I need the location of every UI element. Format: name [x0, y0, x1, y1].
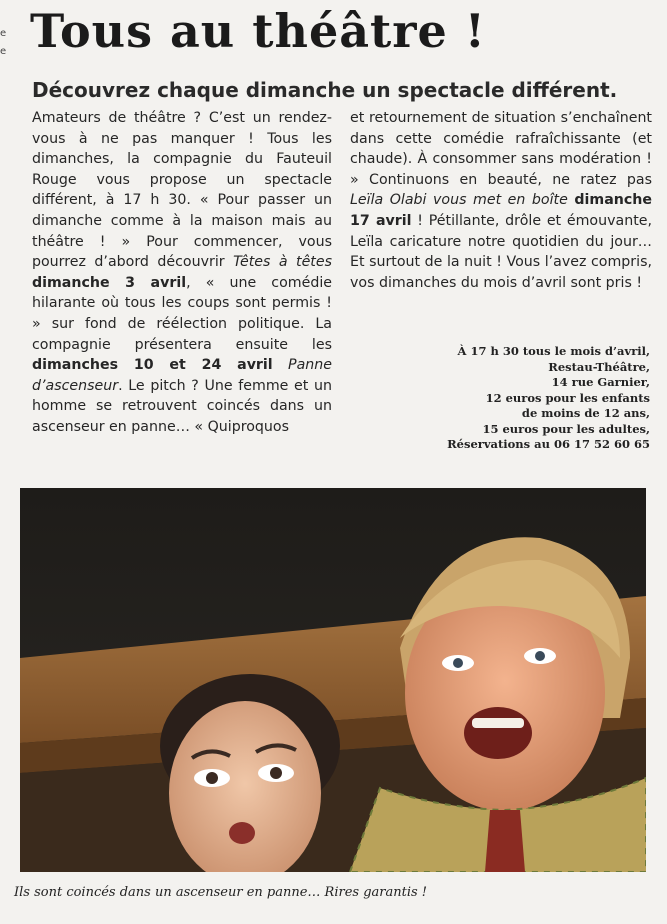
practical-info-line: 15 euros pour les adultes, — [482, 421, 650, 436]
column-2-paragraph — [350, 108, 652, 293]
practical-info-line: de moins de 12 ans, — [521, 406, 650, 420]
photo-illustration — [20, 488, 646, 872]
column-1-paragraph — [32, 108, 332, 438]
practical-info-line: 14 rue Garnier, — [551, 375, 650, 389]
body-text: et retournement de situation s’enchaînent dans cette comédie rafraîchissante (et chaude). À consommer sans modération ! » Continuons en beauté, ne ratez pas — [350, 110, 652, 188]
article-photo — [20, 488, 646, 872]
play-date: dimanche 3 avril — [32, 274, 187, 291]
play-title: Panne d’ascenseur — [32, 357, 333, 394]
practical-info-line: 12 euros pour les enfants — [485, 390, 650, 405]
practical-info-line: Restau-Théâtre, — [548, 359, 650, 374]
practical-info-line: À 17 h 30 tous le mois d’avril, — [457, 344, 650, 358]
article-headline: Tous au théâtre ! — [30, 4, 486, 58]
play-title: Leïla Olabi vous met en boîte — [350, 192, 568, 209]
practical-info-line: Réservations au 06 17 52 60 65 — [447, 437, 650, 451]
margin-fragment: e — [0, 28, 7, 39]
play-date: dimanches 10 et 24 avril — [32, 357, 273, 374]
article-subtitle: Découvrez chaque dimanche un spectacle différent. — [32, 78, 618, 102]
photo-caption: Ils sont coincés dans un ascenseur en panne… Rires garantis ! — [14, 885, 428, 900]
body-text: ! Pétillante, drôle et émouvante, Leïla caricature notre quotidien du jour… Et surtout de la nuit ! Vous l’avez compris, vos dimanches du mois d’avril sont pris ! — [350, 212, 652, 291]
article-column-2 — [350, 108, 652, 293]
play-date: dimanche 17 avril — [350, 192, 652, 229]
play-title: Têtes à têtes — [233, 254, 332, 271]
body-text: . Le pitch ? Une femme et un homme se retrouvent coincés dans un ascenseur en panne… « Quiproquos — [32, 377, 332, 435]
body-text — [273, 357, 288, 373]
practical-info-box — [447, 344, 650, 453]
body-text: , « une comédie hilarante où tous les coups sont permis ! » sur fond de réélection politique. La compagnie présentera ensuite les — [32, 274, 333, 353]
article-column-1 — [32, 108, 332, 438]
margin-fragment: e — [0, 46, 7, 57]
body-text: Amateurs de théâtre ? C’est un rendez-vous à ne pas manquer ! Tous les dimanches, la compagnie du Fauteuil Rouge vous propose un spectacle différent, à 17 h 30. « Pour passer un dimanche comme à la maison mais au théâtre ! » Pour commencer, vous pourrez d’abord découvrir — [32, 110, 332, 271]
